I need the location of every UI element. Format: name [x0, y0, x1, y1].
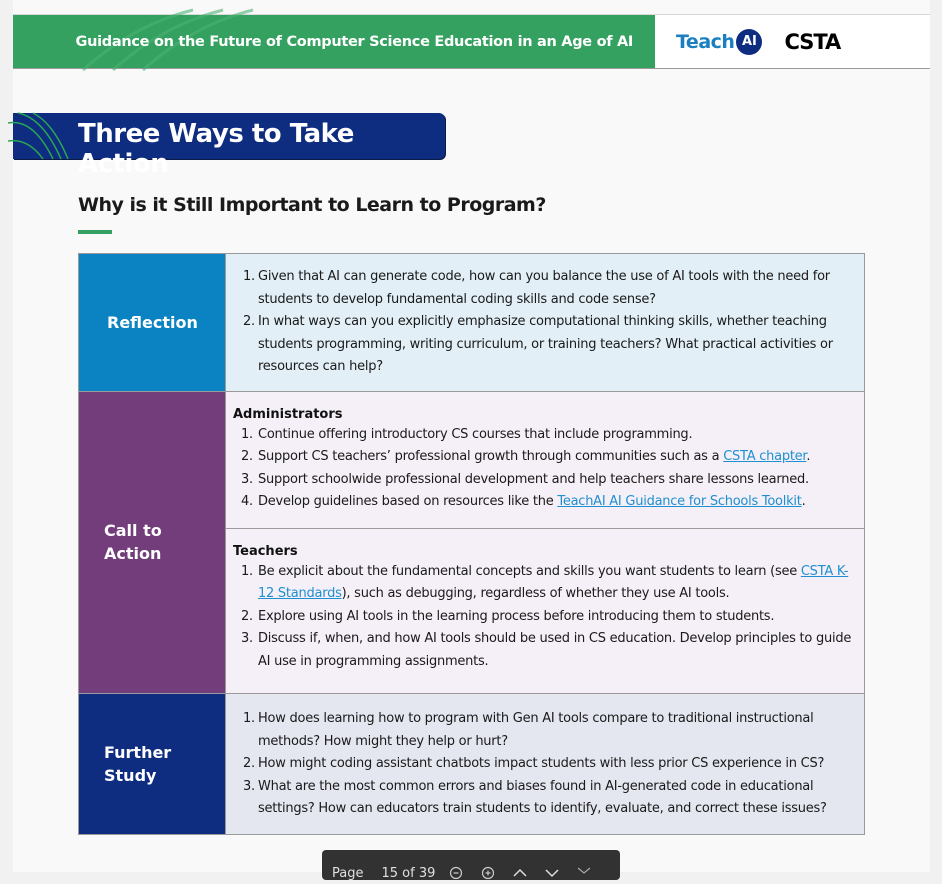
document-page [13, 0, 930, 872]
banner-title: Guidance on the Future of Computer Science Education in an Age of AI [75, 33, 633, 50]
item-number: 1. [243, 269, 255, 284]
teachai-toolkit-link[interactable]: TeachAI AI Guidance for Schools Toolkit [557, 494, 802, 509]
list-item [233, 561, 854, 606]
item-number: 1. [243, 711, 255, 726]
row-label [79, 694, 225, 834]
subheading: Why is it Still Important to Learn to Program? [78, 194, 546, 216]
table-row-further-study [79, 694, 864, 834]
csta-logo [784, 30, 840, 54]
item-number: 2. [243, 756, 255, 771]
chevron-up-icon[interactable] [509, 862, 531, 884]
row-label-text [104, 519, 162, 565]
row-label-line: Further [104, 742, 172, 762]
section-title-banner [13, 113, 445, 179]
list-item [233, 491, 854, 514]
item-text: ), such as debugging, regardless of whether they use AI tools. [341, 586, 730, 601]
list-item [240, 753, 854, 776]
teachai-logo-badge: AI [736, 29, 762, 55]
item-text: Discuss if, when, and how AI tools should be used in CS education. Develop principles to guide AI use in programming assignments. [258, 631, 852, 669]
row-content [225, 694, 864, 834]
banner-logos [653, 15, 930, 68]
item-number: 2. [241, 608, 253, 624]
teachers-list [233, 561, 854, 674]
zoom-out-icon[interactable] [445, 862, 467, 884]
administrators-heading: Administrators [233, 406, 343, 422]
list-item [233, 606, 854, 629]
further-study-list [240, 708, 854, 821]
item-text: Develop guidelines based on resources like the [258, 494, 558, 509]
list-item [233, 424, 854, 447]
item-number: 2. [243, 314, 255, 329]
administrators-block [226, 392, 864, 528]
action-table [78, 253, 865, 835]
csta-logo-text: CSTA [784, 29, 841, 54]
row-label-text: Reflection [107, 312, 198, 332]
item-number: 3. [241, 631, 253, 646]
item-number: 3. [243, 778, 255, 794]
fullscreen-icon[interactable] [573, 862, 595, 884]
item-text: Support CS teachers’ professional growth through communities such as a [258, 449, 724, 464]
page-indicator[interactable]: 15 of 39 [381, 865, 436, 881]
list-item [233, 446, 854, 469]
item-text: How might coding assistant chatbots impact students with less prior CS experience in CS? [258, 756, 825, 771]
banner-title-area [13, 15, 653, 68]
teachai-logo-text: Teach [676, 30, 735, 53]
pdf-toolbar [322, 850, 620, 880]
administrators-list [233, 424, 854, 514]
item-text: . [806, 449, 811, 464]
page-label: Page [332, 865, 364, 881]
row-content [225, 254, 864, 391]
item-number: 1. [241, 426, 253, 442]
item-text: Given that AI can generate code, how can you balance the use of AI tools with the need for students to develop fundamental coding skills and code sense? [258, 269, 830, 307]
teachers-heading: Teachers [233, 543, 298, 559]
list-item [240, 311, 854, 379]
row-content [225, 392, 864, 694]
row-label-text [104, 741, 171, 787]
list-item [233, 469, 854, 492]
row-label [79, 254, 225, 391]
item-number: 1. [241, 563, 253, 579]
item-text: Explore using AI tools in the learning process before introducing them to students. [258, 608, 775, 624]
reflection-list [240, 266, 854, 379]
zoom-in-icon[interactable] [477, 862, 499, 884]
row-label-line: Study [104, 765, 157, 785]
teachai-logo [676, 29, 762, 55]
item-number: 2. [241, 449, 253, 464]
table-row-call-to-action [79, 392, 864, 695]
wave-decoration-icon [13, 113, 83, 159]
row-label-line: Call to [104, 521, 162, 541]
csta-chapter-link[interactable]: CSTA chapter [723, 449, 807, 464]
list-item [240, 708, 854, 753]
item-text: How does learning how to program with Gen AI tools compare to traditional instructional methods? How might they help or hurt? [258, 711, 814, 749]
subheading-underline [78, 230, 112, 234]
item-text: In what ways can you explicitly emphasize computational thinking skills, whether teaching students programming, writing curriculum, or training teachers? What practical activities or resources can help? [258, 314, 833, 374]
section-title: Three Ways to Take Action [78, 119, 354, 179]
item-text: Be explicit about the fundamental concepts and skills you want students to learn (see [258, 563, 801, 579]
row-label [79, 392, 225, 694]
list-item [240, 776, 854, 821]
header-banner [13, 14, 930, 69]
row-label-line: Action [104, 544, 162, 564]
csta-standards-link[interactable]: CSTA K-12 Standards [258, 563, 849, 601]
teachers-block [226, 528, 864, 694]
item-text: What are the most common errors and biases found in AI-generated code in educational settings? How can educators train students to identify, evaluate, and correct these issues? [258, 778, 827, 816]
table-row-reflection [79, 254, 864, 392]
item-text: . [801, 494, 806, 509]
item-number: 4. [241, 494, 253, 509]
item-number: 3. [241, 471, 253, 487]
list-item [233, 628, 854, 673]
item-text: Continue offering introductory CS courses that include programming. [258, 426, 693, 442]
item-text: Support schoolwide professional development and help teachers share lessons learned. [258, 471, 809, 487]
list-item [240, 266, 854, 311]
chevron-down-icon[interactable] [541, 862, 563, 884]
